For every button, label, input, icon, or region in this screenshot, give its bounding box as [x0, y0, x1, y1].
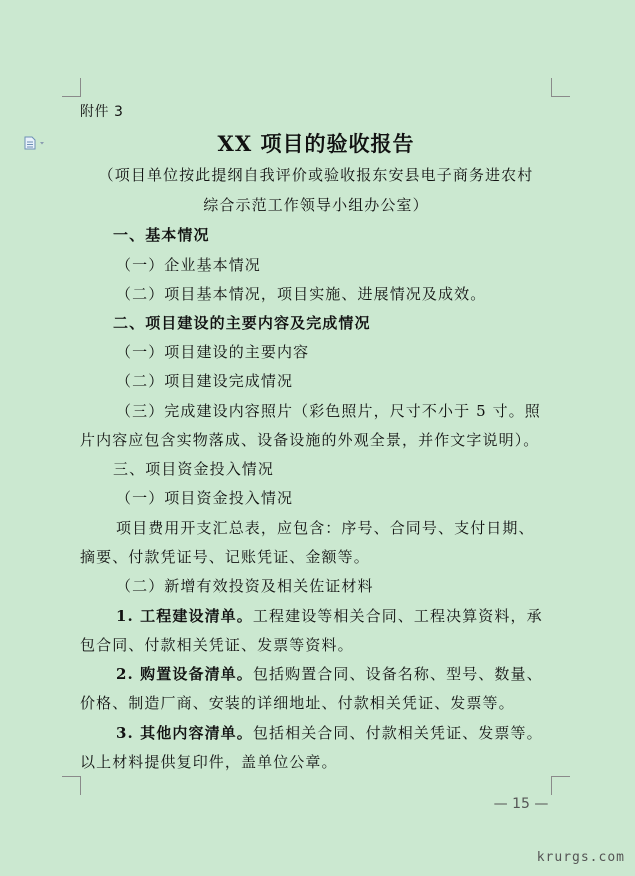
page-number: — 15 —: [493, 796, 549, 812]
list-item-3-line-2: 以上材料提供复印件，盖单位公章。: [80, 753, 338, 771]
list-item-text: 包括相关合同、付款相关凭证、发票等。: [252, 724, 543, 742]
document-navigation-icon[interactable]: [23, 135, 49, 149]
list-item-1-line-1: [80, 605, 552, 627]
subtitle-line-1: （项目单位按此提纲自我评价或验收报东安县电子商务进农村: [98, 166, 534, 184]
list-item-2-line-1: [80, 663, 552, 685]
page-corner-mark: [551, 776, 570, 795]
section3-paragraph-line-2: 摘要、付款凭证号、记账凭证、金额等。: [80, 548, 370, 566]
section1-item-2: （二）项目基本情况，项目实施、进展情况及成效。: [116, 285, 487, 303]
list-item-text: 工程建设等相关合同、工程决算资料，承: [252, 607, 543, 625]
section-heading-construction: 二、项目建设的主要内容及完成情况: [113, 314, 371, 332]
watermark: krurgs.com: [536, 850, 625, 865]
section-heading-basic-info: 一、基本情况: [113, 226, 210, 244]
list-item-text: 包括购置合同、设备名称、型号、数量、: [252, 665, 543, 683]
list-item-3-line-1: [80, 722, 552, 744]
page-corner-mark: [62, 78, 81, 97]
section1-item-1: （一）企业基本情况: [116, 256, 261, 274]
section2-item-1: （一）项目建设的主要内容: [116, 343, 310, 361]
section2-item-2: （二）项目建设完成情况: [116, 372, 294, 390]
section3-item-1: （一）项目资金投入情况: [116, 489, 294, 507]
subtitle-line-2: 综合示范工作领导小组办公室）: [203, 196, 429, 214]
list-item-label: 2. 购置设备清单。: [116, 665, 253, 683]
section3-paragraph-line-1: 项目费用开支汇总表，应包含：序号、合同号、支付日期、: [116, 519, 535, 537]
section2-item-3-line-1: （三）完成建设内容照片（彩色照片，尺寸不小于 5 寸。照: [116, 402, 541, 420]
section3-item-2: （二）新增有效投资及相关佐证材料: [116, 577, 374, 595]
attachment-label: 附件 3: [80, 104, 124, 120]
document-title: XX 项目的验收报告: [217, 131, 415, 156]
page-corner-mark: [62, 776, 81, 795]
list-item-label: 3. 其他内容清单。: [116, 724, 253, 742]
list-item-1-line-2: 包合同、付款相关凭证、发票等资料。: [80, 636, 354, 654]
list-item-2-line-2: 价格、制造厂商、安装的详细地址、付款相关凭证、发票等。: [80, 694, 515, 712]
page-corner-mark: [551, 78, 570, 97]
list-item-label: 1. 工程建设清单。: [116, 607, 253, 625]
section-heading-funding: 三、项目资金投入情况: [113, 460, 275, 478]
section2-item-3-line-2: 片内容应包含实物落成、设备设施的外观全景，并作文字说明）。: [80, 431, 540, 449]
